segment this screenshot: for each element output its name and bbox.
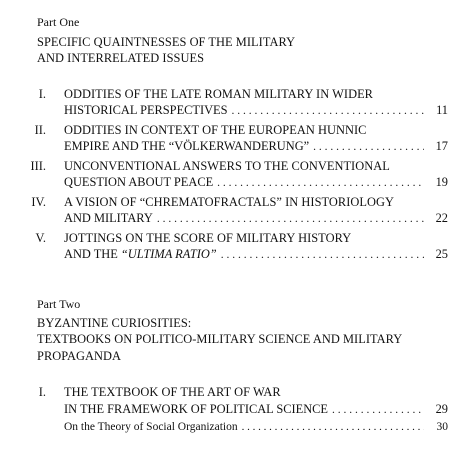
entry-number: III. [30, 159, 46, 173]
entry-title-last-line [64, 246, 217, 262]
subentry-leader-line [64, 419, 448, 435]
entry-leader-line [64, 174, 448, 191]
entry-title-last-line: QUESTION ABOUT PEACE [64, 175, 214, 189]
entry-leader-line [64, 210, 448, 227]
dot-leader [332, 402, 424, 418]
part-one-label: Part One [37, 15, 80, 29]
entry-page-number: 11 [436, 103, 448, 117]
dot-leader [232, 103, 424, 119]
entry-number: IV. [31, 195, 46, 209]
entry-number: I. [38, 87, 46, 101]
entry-title-line: ODDITIES IN CONTEXT OF THE EUROPEAN HUNNIC [64, 123, 367, 137]
entry-title-line: JOTTINGS ON THE SCORE OF MILITARY HISTORY [64, 231, 352, 245]
entry-number: I. [38, 385, 46, 399]
entry-title-line: THE TEXTBOOK OF THE ART OF WAR [64, 385, 281, 399]
dot-leader [242, 419, 424, 435]
entry-title-line: UNCONVENTIONAL ANSWERS TO THE CONVENTIONAL [64, 159, 390, 173]
subentry-title: On the Theory of Social Organization [64, 421, 238, 433]
entry-title-last-line: EMPIRE AND THE “VÖLKERWANDERUNG” [64, 139, 310, 153]
entry-leader-line [64, 401, 448, 418]
entry-page-number: 22 [435, 211, 448, 225]
entry-leader-line [64, 138, 448, 155]
dot-leader [217, 175, 424, 191]
part-one-title-line-2: AND INTERRELATED ISSUES [37, 51, 205, 65]
entry-title-last-line: HISTORICAL PERSPECTIVES [64, 103, 228, 117]
entry-title-line: A VISION OF “CHREMATOFRACTALS” IN HISTORIOLOGY [64, 195, 395, 209]
dot-leader [221, 247, 424, 263]
entry-page-number: 19 [435, 175, 448, 189]
entry-page-number: 25 [435, 247, 448, 261]
entry-title-italic: “ULTIMA RATIO” [120, 247, 217, 261]
entry-leader-line [64, 102, 448, 119]
entry-title-prefix: AND THE [64, 247, 121, 261]
part-two-label: Part Two [37, 297, 81, 311]
subentry-page-number: 30 [436, 421, 448, 433]
entry-title-last-line: IN THE FRAMEWORK OF POLITICAL SCIENCE [64, 402, 328, 416]
entry-title-line: ODDITIES OF THE LATE ROMAN MILITARY IN WIDER [64, 87, 373, 101]
part-two-title-line-2: TEXTBOOKS ON POLITICO-MILITARY SCIENCE AND MILITARY [37, 332, 403, 346]
dot-leader [313, 139, 424, 155]
entry-number: V. [35, 231, 46, 245]
dot-leader [157, 211, 424, 227]
part-one-title-line-1: SPECIFIC QUAINTNESSES OF THE MILITARY [37, 35, 296, 49]
entry-number: II. [34, 123, 46, 137]
entry-page-number: 17 [435, 139, 448, 153]
part-two-title-line-3: PROPAGANDA [37, 349, 122, 363]
entry-page-number: 29 [435, 402, 448, 416]
entry-leader-line [64, 246, 448, 263]
part-two-title-line-1: BYZANTINE CURIOSITIES: [37, 316, 192, 330]
entry-title-last-line: AND MILITARY [64, 211, 153, 225]
